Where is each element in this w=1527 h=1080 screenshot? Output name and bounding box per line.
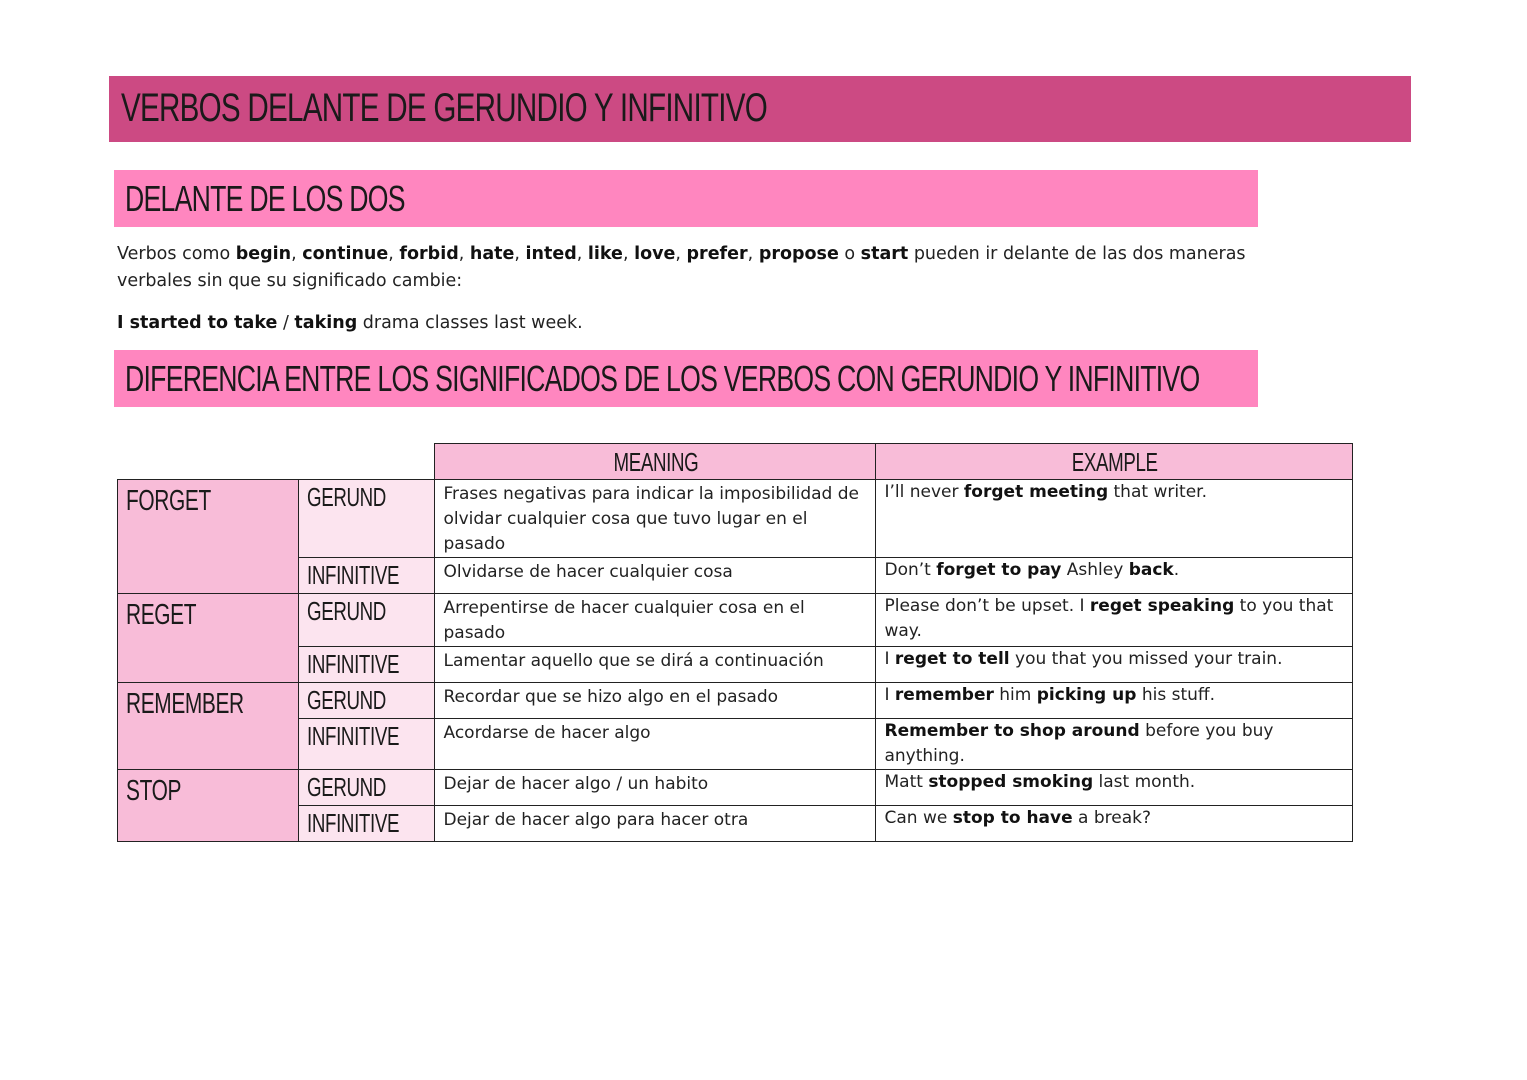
example-cell (876, 558, 1353, 594)
example-segment: Can we (884, 808, 953, 828)
example-segment: Don’t (884, 560, 937, 580)
form-cell-infinitive: INFINITIVE (298, 558, 435, 594)
example-cell (876, 480, 1353, 558)
example-cell (876, 806, 1353, 842)
section-heading-bar-1 (114, 170, 1258, 227)
table-header-row (118, 444, 1353, 480)
example-segment: Matt (884, 772, 929, 792)
intro-verb: propose (758, 244, 839, 264)
example-cell (876, 719, 1353, 770)
example-segment: Please don’t be upset. I (884, 596, 1090, 616)
table-row (118, 647, 1353, 683)
verb-cell-stop: STOP (118, 770, 299, 842)
example-bold-segment: Remember to shop around (884, 721, 1140, 741)
table-row (118, 683, 1353, 719)
meaning-header: MEANING (435, 444, 876, 480)
form-cell-infinitive: INFINITIVE (298, 806, 435, 842)
intro-suffix: pueden ir delante de las dos maneras verbales sin que su significado cambie: (117, 244, 1246, 291)
form-cell-infinitive: INFINITIVE (298, 719, 435, 770)
example-bold-segment: back (1128, 560, 1174, 580)
table-row (118, 770, 1353, 806)
table-row (118, 480, 1353, 558)
example-bold-segment: picking up (1036, 685, 1137, 705)
example-segment: to you that way. (884, 596, 1334, 641)
meaning-cell: Dejar de hacer algo para hacer otra (435, 806, 876, 842)
example-bold-segment: reget to tell (894, 649, 1010, 669)
example-segment: last month. (1093, 772, 1196, 792)
form-cell-gerund: GERUND (298, 770, 435, 806)
intro-verb: inted (525, 244, 577, 264)
section-heading-bar-2 (114, 350, 1258, 407)
example-segment: that writer. (1108, 482, 1208, 502)
meaning-cell: Dejar de hacer algo / un habito (435, 770, 876, 806)
intro-verb: love (634, 244, 676, 264)
example-segment: a break? (1072, 808, 1152, 828)
example-bold: started to take (129, 313, 278, 333)
section-heading-1: DELANTE DE LOS DOS (125, 178, 405, 219)
intro-verb: like (587, 244, 623, 264)
example-segment: I (884, 649, 895, 669)
verb-cell-remember: REMEMBER (118, 683, 299, 770)
intro-paragraph: Verbos como begin, continue, forbid, hate, inted, like, love, prefer, propose o start pueden ir delante de las dos maneras verbales sin que su significado cambie: (117, 244, 1246, 291)
meaning-cell: Recordar que se hizo algo en el pasado (435, 683, 876, 719)
example-segment: before you buy anything. (884, 721, 1274, 766)
intro-verb: continue (302, 244, 389, 264)
example-bold-segment: stop to have (952, 808, 1073, 828)
form-cell-gerund: GERUND (298, 683, 435, 719)
example-bold-segment: reget speaking (1089, 596, 1235, 616)
example-segment: him (993, 685, 1037, 705)
example-bold-segment: forget meeting (963, 482, 1109, 502)
intro-verb: prefer (686, 244, 748, 264)
intro-verb: forbid (399, 244, 459, 264)
meaning-cell: Olvidarse de hacer cualquier cosa (435, 558, 876, 594)
meaning-cell: Lamentar aquello que se dirá a continuación (435, 647, 876, 683)
meaning-cell: Arrepentirse de hacer cualquier cosa en el pasado (435, 594, 876, 647)
example-bold-segment: remember (894, 685, 994, 705)
meaning-cell: Acordarse de hacer algo (435, 719, 876, 770)
title-bar (109, 76, 1411, 142)
example-rest: drama classes last week. (357, 313, 583, 333)
verb-cell-forget: FORGET (118, 480, 299, 594)
intro-verb: start (860, 244, 909, 264)
example-slash: / (277, 313, 295, 333)
example-sentence (117, 310, 1247, 337)
verb-meaning-table (117, 443, 1353, 842)
form-cell-gerund: GERUND (298, 594, 435, 647)
form-cell-infinitive: INFINITIVE (298, 647, 435, 683)
example-segment: I’ll never (884, 482, 964, 502)
table-row (118, 558, 1353, 594)
example-segment: . (1173, 560, 1180, 580)
section-heading-2: DIFERENCIA ENTRE LOS SIGNIFICADOS DE LOS VERBOS CON GERUNDIO Y INFINITIVO (125, 358, 1200, 399)
example-subject: I (117, 313, 130, 333)
example-bold-segment: forget to pay (936, 560, 1062, 580)
verb-cell-reget: REGET (118, 594, 299, 683)
example-header: EXAMPLE (876, 444, 1353, 480)
form-cell-gerund: GERUND (298, 480, 435, 558)
example-cell (876, 770, 1353, 806)
example-cell (876, 683, 1353, 719)
blank-corner (118, 444, 435, 480)
example-bold: taking (294, 313, 358, 333)
example-cell (876, 647, 1353, 683)
example-segment: his stuff. (1136, 685, 1215, 705)
intro-prefix: Verbos como (117, 244, 236, 264)
example-cell (876, 594, 1353, 647)
page-title: VERBOS DELANTE DE GERUNDIO Y INFINITIVO (121, 86, 768, 130)
example-segment: you that you missed your train. (1009, 649, 1283, 669)
example-bold-segment: stopped smoking (928, 772, 1094, 792)
table-row (118, 594, 1353, 647)
example-segment: I (884, 685, 895, 705)
intro-connector: o (838, 244, 861, 264)
meaning-cell: Frases negativas para indicar la imposibilidad de olvidar cualquier cosa que tuvo lugar en el pasado (435, 480, 876, 558)
intro-verb: begin (235, 244, 292, 264)
intro-verb: hate (469, 244, 515, 264)
table-row (118, 719, 1353, 770)
example-segment: Ashley (1061, 560, 1129, 580)
table-row (118, 806, 1353, 842)
